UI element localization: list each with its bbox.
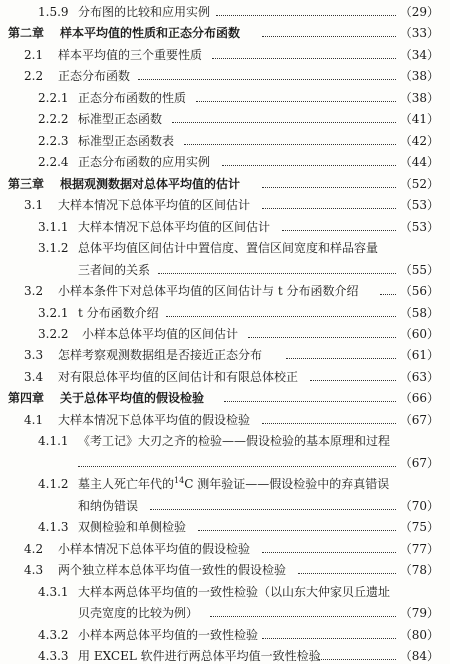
toc-entry-title: 小样本情况下总体平均值的假设检验 <box>58 542 251 556</box>
toc-entry-page: （53） <box>399 198 439 212</box>
dot-leader <box>138 79 396 80</box>
toc-entry-title: 关于总体平均值的假设检验 <box>60 391 205 405</box>
toc-entry-title: 总体平均值区间估计中置信度、置信区间宽度和样品容量 <box>78 241 379 255</box>
toc-entry-page: （66） <box>399 391 439 405</box>
toc-entry-title: 三者间的关系 <box>78 263 151 277</box>
toc-entry-title: 大样本情况下总体平均值的区间估计 <box>78 220 271 234</box>
toc-entry-number: 3.2.2 <box>38 327 69 341</box>
dot-leader <box>196 101 396 102</box>
toc-entry-page: （77） <box>399 542 439 556</box>
toc-entry-number: 3.1 <box>24 198 44 212</box>
toc-entry-title: 大样本情况下总体平均值的假设检验 <box>58 413 251 427</box>
toc-entry-title: 墓主人死亡年代的$^{14}$C 测年验证——假设检验中的弃真错误 <box>78 476 390 491</box>
dot-leader <box>286 358 396 359</box>
toc-entry-page: （52） <box>399 177 439 191</box>
dot-leader <box>262 552 396 553</box>
dot-leader <box>166 316 396 317</box>
dot-leader <box>172 122 396 123</box>
toc-entry-number: 2.2.2 <box>38 112 69 126</box>
dot-leader <box>310 380 396 381</box>
dot-leader <box>262 638 396 639</box>
dot-leader <box>212 58 396 59</box>
toc-entry-title: 和纳伪错误 <box>78 499 139 513</box>
dot-leader <box>298 573 396 574</box>
dot-leader <box>216 15 396 16</box>
dot-leader <box>380 294 396 295</box>
toc-entry-title: 样本平均值的性质和正态分布函数 <box>60 26 241 40</box>
dot-leader <box>262 187 396 188</box>
toc-entry-title: 正态分布函数的性质 <box>78 91 187 105</box>
toc-entry-title: 用 EXCEL 软件进行两总体平均值一致性检验 <box>78 649 321 663</box>
toc-entry-page: （38） <box>399 91 439 105</box>
toc-entry-page: （61） <box>399 348 439 362</box>
toc-entry-number: 3.2.1 <box>38 306 69 320</box>
toc-entry-number: 4.3 <box>24 563 44 577</box>
toc-entry-number: 2.2.3 <box>38 134 69 148</box>
toc-entry-title: 大样本两总体平均值的一致性检验（以山东大仲家贝丘遗址 <box>78 585 391 599</box>
toc-entry-number: 2.1 <box>24 48 44 62</box>
toc-entry-number: 2.2.1 <box>38 91 69 105</box>
toc-entry-page: （58） <box>399 306 439 320</box>
toc-entry-title: 双侧检验和单侧检验 <box>78 520 187 534</box>
toc-entry-title: 分布图的比较和应用实例 <box>78 5 211 19</box>
toc-entry-page: （44） <box>399 155 439 169</box>
toc-entry-title: 大样本情况下总体平均值的区间估计 <box>58 198 251 212</box>
dot-leader <box>150 509 396 510</box>
toc-entry-title: 怎样考察观测数据组是否接近正态分布 <box>58 348 263 362</box>
toc-entry-page: （70） <box>399 499 439 513</box>
toc-entry-page: （42） <box>399 134 439 148</box>
toc-entry-page: （63） <box>399 370 439 384</box>
toc-entry-title: 根据观测数据对总体平均值的估计 <box>60 177 241 191</box>
dot-leader <box>198 530 396 531</box>
toc-entry-title: 样本平均值的三个重要性质 <box>58 48 203 62</box>
toc-entry-number: 第四章 <box>8 391 45 405</box>
toc-entry-page: （79） <box>399 606 439 620</box>
toc-entry-title: 正态分布函数 <box>58 69 131 83</box>
toc-entry-number: 4.3.2 <box>38 628 69 642</box>
toc-entry-page: （60） <box>399 327 439 341</box>
dot-leader <box>248 337 396 338</box>
toc-entry-number: 4.2 <box>24 542 44 556</box>
toc-entry-number: 2.2 <box>24 69 44 83</box>
toc-entry-number: 4.3.1 <box>38 585 69 599</box>
toc-entry-page: （80） <box>399 628 439 642</box>
toc-entry-page: （29） <box>399 5 439 19</box>
toc-entry-title: 正态分布函数的应用实例 <box>78 155 211 169</box>
toc-entry-page: （34） <box>399 48 439 62</box>
toc-entry-number: 4.1.2 <box>38 477 69 491</box>
toc-entry-title: 《考工记》大刃之齐的检验——假设检验的基本原理和过程 <box>78 434 391 448</box>
toc-entry-page: （67） <box>399 413 439 427</box>
toc-entry-number: 4.1 <box>24 413 44 427</box>
toc-entry-page: （55） <box>399 263 439 277</box>
dot-leader <box>318 659 396 660</box>
toc-entry-title: 小样本条件下对总体平均值的区间估计与 t 分布函数介绍 <box>58 284 359 298</box>
toc-entry-page: （33） <box>399 26 439 40</box>
toc-entry-title: t 分布函数介绍 <box>78 306 159 320</box>
toc-entry-title: 两个独立样本总体平均值一致性的假设检验 <box>58 563 287 577</box>
toc-entry-title: 小样本两总体平均值的一致性检验 <box>78 628 259 642</box>
toc-entry-page: （53） <box>399 220 439 234</box>
dot-leader <box>78 466 396 467</box>
toc-entry-number: 4.3.3 <box>38 649 69 663</box>
dot-leader <box>262 36 396 37</box>
toc-entry-page: （78） <box>399 563 439 577</box>
toc-entry-number: 3.2 <box>24 284 44 298</box>
toc-entry-title: 对有限总体平均值的区间估计和有限总体校正 <box>58 370 299 384</box>
dot-leader <box>262 423 396 424</box>
dot-leader <box>158 273 396 274</box>
dot-leader <box>222 165 396 166</box>
toc-entry-number: 3.4 <box>24 370 44 384</box>
dot-leader <box>282 230 396 231</box>
toc-entry-number: 4.1.3 <box>38 520 69 534</box>
dot-leader <box>262 208 396 209</box>
toc-entry-title: 贝壳宽度的比较为例） <box>78 606 199 620</box>
dot-leader <box>224 401 396 402</box>
superscript-14: 14 <box>174 476 185 485</box>
dot-leader <box>184 144 396 145</box>
toc-entry-number: 2.2.4 <box>38 155 69 169</box>
toc-entry-page: （56） <box>399 284 439 298</box>
toc-entry-number: 3.1.2 <box>38 241 69 255</box>
toc-entry-number: 第二章 <box>8 26 45 40</box>
toc-entry-number: 3.3 <box>24 348 44 362</box>
toc-entry-page: （75） <box>399 520 439 534</box>
toc-entry-page: （84） <box>399 649 439 663</box>
toc-entry-title: 标准型正态函数表 <box>78 134 175 148</box>
toc-entry-page: （41） <box>399 112 439 126</box>
toc-entry-number: 3.1.1 <box>38 220 69 234</box>
toc-entry-page: （38） <box>399 69 439 83</box>
toc-entry-page: （67） <box>399 456 439 470</box>
toc-entry-title: 标准型正态函数 <box>78 112 163 126</box>
dot-leader <box>210 616 396 617</box>
toc-entry-title: 小样本总体平均值的区间估计 <box>82 327 239 341</box>
toc-entry-number: 1.5.9 <box>38 5 69 19</box>
toc-entry-number: 第三章 <box>8 177 45 191</box>
toc-entry-number: 4.1.1 <box>38 434 69 448</box>
